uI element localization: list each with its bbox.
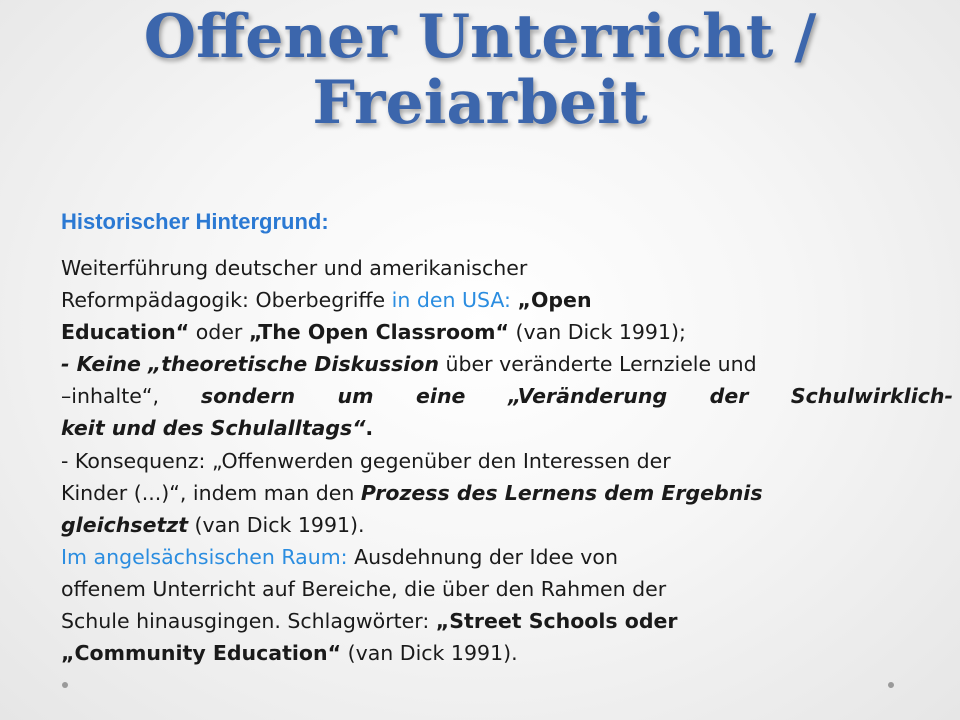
- body-line-3: [61, 316, 953, 348]
- offenem-unterricht-text: offenem Unterricht auf Bereiche, die über den Rahmen der: [61, 576, 667, 601]
- body-text: [61, 252, 953, 669]
- keine-diskussion: Keine „theoretische Diskussion: [76, 352, 439, 377]
- veraenderung-schulwirklichkeit: sondern um eine „Veränderung der Schulwirklich-: [200, 384, 953, 409]
- konsequenz-text: - Konsequenz: „Offenwerden gegenüber den Interessen der: [61, 448, 671, 473]
- open-education-end: Education“: [61, 320, 190, 345]
- schulalltag-text: keit und des Schulalltags“: [61, 416, 366, 441]
- citation-2: (van Dick 1991).: [188, 512, 365, 537]
- body-line-12: [61, 605, 953, 637]
- footer-dot-left: [62, 682, 68, 688]
- body-line-4: [61, 348, 953, 380]
- body-line-2-text: Reformpädagogik: Oberbegriffe: [61, 288, 392, 313]
- period-1: .: [365, 416, 374, 441]
- inhalte-text: –inhalte“,: [61, 384, 201, 409]
- open-education-start: „Open: [517, 288, 592, 313]
- street-schools-term: „Street Schools oder: [435, 609, 678, 634]
- body-line-10: [61, 541, 953, 573]
- body-line-6: [61, 412, 953, 444]
- body-line-4-text: über veränderte Lernziele und: [438, 352, 757, 377]
- citation-3: (van Dick 1991).: [341, 641, 518, 666]
- ausdehnung-text: Ausdehnung der Idee von: [347, 544, 618, 569]
- citation-1: (van Dick 1991);: [508, 320, 686, 345]
- title-line-1: Offener Unterricht /: [143, 2, 817, 72]
- slide-title: [0, 4, 960, 136]
- angelsaechsisch-label: Im angelsächsischen Raum:: [61, 544, 348, 569]
- body-line-3-oder: oder: [189, 320, 249, 345]
- dash-1: -: [61, 352, 77, 377]
- body-line-13: [61, 637, 953, 669]
- body-line-2: [61, 284, 953, 316]
- kinder-text: Kinder (...)“, indem man den: [61, 480, 361, 505]
- body-line-7: [61, 445, 953, 477]
- body-line-1: [61, 252, 953, 284]
- open-classroom-term: „The Open Classroom“: [248, 320, 509, 345]
- schlagwoerter-text: Schule hinausgingen. Schlagwörter:: [61, 609, 436, 634]
- body-line-8: [61, 477, 953, 509]
- body-line-1-text: Weiterführung deutscher und amerikanischer: [61, 256, 528, 280]
- footer-dot-right: [888, 682, 894, 688]
- body-line-5: [61, 380, 953, 412]
- section-heading: Historischer Hintergrund:: [61, 209, 329, 234]
- prozess-lernens: Prozess des Lernens dem Ergebnis: [360, 480, 763, 505]
- gleichsetzt-text: gleichsetzt: [61, 512, 189, 537]
- title-line-2: Freiarbeit: [312, 68, 648, 138]
- body-line-9: [61, 509, 953, 541]
- community-education-term: „Community Education“: [61, 641, 342, 666]
- usa-label: in den USA:: [391, 288, 518, 313]
- body-line-11: [61, 573, 953, 605]
